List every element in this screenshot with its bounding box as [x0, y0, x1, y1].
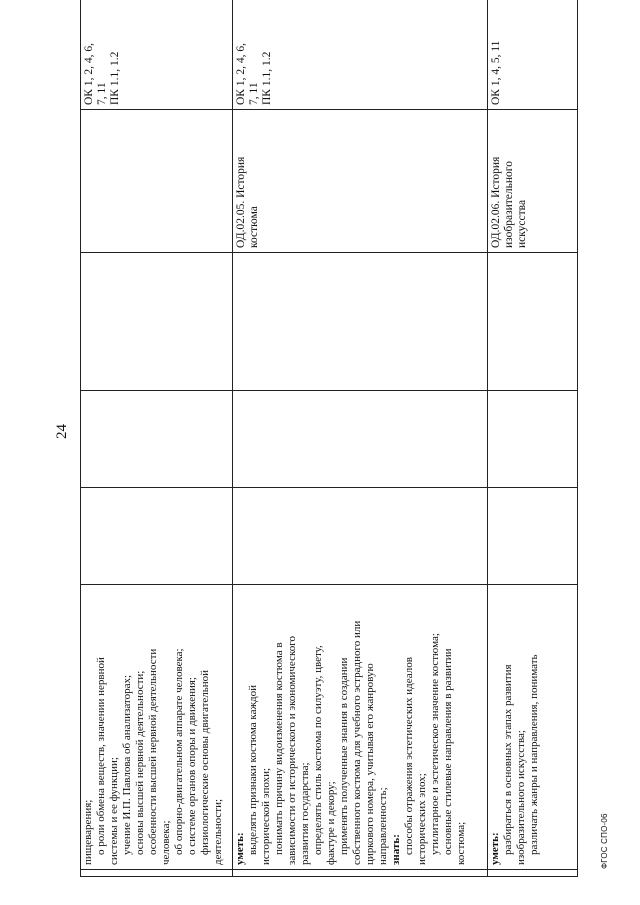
requirements-cell	[233, 585, 468, 869]
text-line: понимать причину видоизменения костюма в	[273, 642, 285, 855]
text-line: исторических эпох;	[416, 773, 428, 865]
text-line: применять полученные знания в создании	[338, 657, 350, 855]
text-line: знать:	[390, 834, 402, 865]
text-line: выделять признаки костюма каждой	[247, 684, 259, 855]
text-line: системы и ее функции;	[108, 757, 120, 865]
text-line: об опорно-двигательном аппарате человека;	[173, 648, 185, 855]
competencies-cell: ОК 1, 2, 4, 6, 7, 11 ПК 1.1, 1.2	[83, 43, 121, 105]
text-line: различать жанры и направления, понимать	[528, 654, 540, 855]
text-line: утилитарное и эстетическое значение костюма;	[429, 633, 441, 855]
text-line: зависимости от исторического и экономического	[286, 636, 298, 865]
competencies-cell: ОК 1, 2, 4, 6, 7, 11 ПК 1.1, 1.2	[235, 43, 273, 105]
text-line: особенности высшей нервной деятельности	[147, 648, 159, 855]
discipline-cell: ОД.02.06. История изобразительного искусства	[490, 156, 528, 248]
text-line: развития государства;	[299, 762, 311, 865]
text-line: направленность;	[377, 787, 389, 865]
table-row	[233, 0, 488, 877]
text-line: физиологические основы двигательной	[199, 669, 211, 855]
text-line: пищеварения;	[82, 799, 94, 865]
table-row	[488, 0, 578, 877]
text-line: собственного костюма для учебного эстрадного или	[351, 620, 363, 865]
page-number: 24	[54, 424, 70, 439]
text-line: разбираться в основных этапах развития	[502, 664, 514, 855]
text-line: основы высшей нервной деятельности;	[134, 670, 146, 855]
text-line: уметь:	[489, 832, 501, 865]
text-line: исторической эпохи;	[260, 767, 272, 865]
text-line: деятельности;	[212, 798, 224, 865]
text-line: циркового номера, учитывая его жанровую	[364, 663, 376, 865]
requirements-cell	[81, 585, 225, 869]
requirements-cell	[488, 585, 541, 869]
text-line: учение И.П. Павлова об анализаторах;	[121, 674, 133, 855]
text-line: костюма;	[455, 821, 467, 865]
text-line: фактуре и декору;	[325, 781, 337, 865]
text-line: уметь:	[234, 832, 246, 865]
text-line: способы отражения эстетических идеалов	[403, 657, 415, 855]
text-line: изобразительного искусства;	[515, 730, 527, 865]
text-line: человека;	[160, 820, 172, 865]
text-line: о роли обмена веществ, значении нервной	[95, 657, 107, 855]
curriculum-table	[80, 0, 578, 877]
text-line: определять стиль костюма по силуэту, цвету,	[312, 645, 324, 855]
discipline-cell: ОД.02.05. История костюма	[235, 156, 260, 248]
text-line: основные стилевые направления в развитии	[442, 648, 454, 855]
competencies-cell: ОК 1, 4, 5, 11	[490, 40, 502, 105]
footer-label: ФГОС СПО-06	[600, 813, 609, 869]
table-row	[81, 0, 233, 877]
text-line: о системе органов опоры и движения;	[186, 677, 198, 855]
